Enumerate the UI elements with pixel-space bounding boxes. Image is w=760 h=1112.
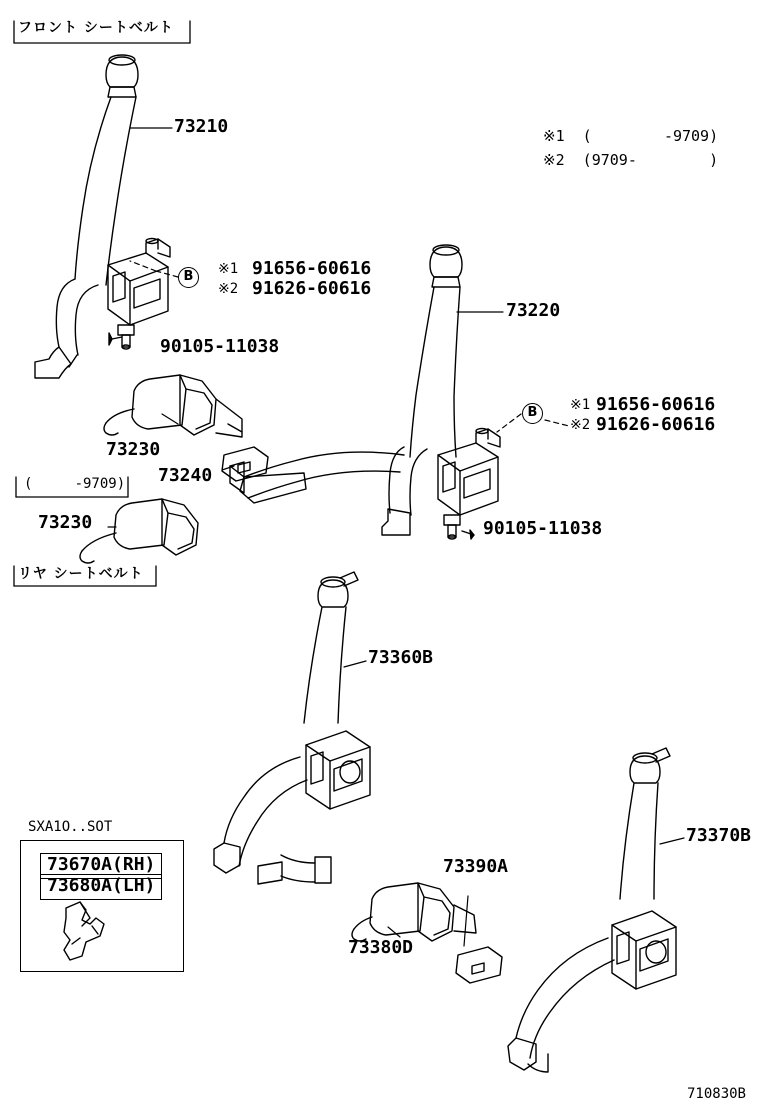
legend-line-1: ※1 ( -9709) — [543, 127, 719, 145]
mark-2-left: ※2 — [218, 281, 239, 297]
part-label-91626-right: 91626-60616 — [596, 414, 716, 435]
part-label-73230-lower: 73230 — [38, 512, 93, 533]
diagram-footer-code: 710830B — [686, 1086, 746, 1102]
part-label-90105-right: 90105-11038 — [483, 518, 603, 539]
date-note-73230: ( -9709) — [24, 476, 126, 492]
mark-1-left: ※1 — [218, 261, 239, 277]
part-label-73210: 73210 — [174, 116, 229, 137]
part-label-73390A: 73390A — [443, 856, 509, 877]
legend-line-2: ※2 (9709- ) — [543, 151, 719, 169]
section-title-front: フロント シートベルト — [18, 20, 174, 36]
part-label-73370B: 73370B — [686, 825, 752, 846]
part-label-73240: 73240 — [158, 465, 213, 486]
part-label-91656-right: 91656-60616 — [596, 394, 716, 415]
part-label-73220: 73220 — [506, 300, 561, 321]
marker-b-right: B — [522, 403, 543, 424]
mark-2-right: ※2 — [570, 417, 591, 433]
inset-part-lh: 73680A(LH) — [40, 874, 162, 900]
part-label-91626-left: 91626-60616 — [252, 278, 372, 299]
section-title-rear: リヤ シートベルト — [18, 566, 144, 582]
part-label-73360B: 73360B — [368, 647, 434, 668]
mark-1-right: ※1 — [570, 397, 591, 413]
inset-header: SXA1O..SOT — [28, 819, 113, 835]
part-label-91656-left: 91656-60616 — [252, 258, 372, 279]
part-label-73380D: 73380D — [348, 937, 414, 958]
inset-part-rh: 73670A(RH) — [40, 853, 162, 879]
marker-b-left: B — [178, 267, 199, 288]
part-label-90105-left: 90105-11038 — [160, 336, 280, 357]
part-label-73230-upper: 73230 — [106, 439, 161, 460]
